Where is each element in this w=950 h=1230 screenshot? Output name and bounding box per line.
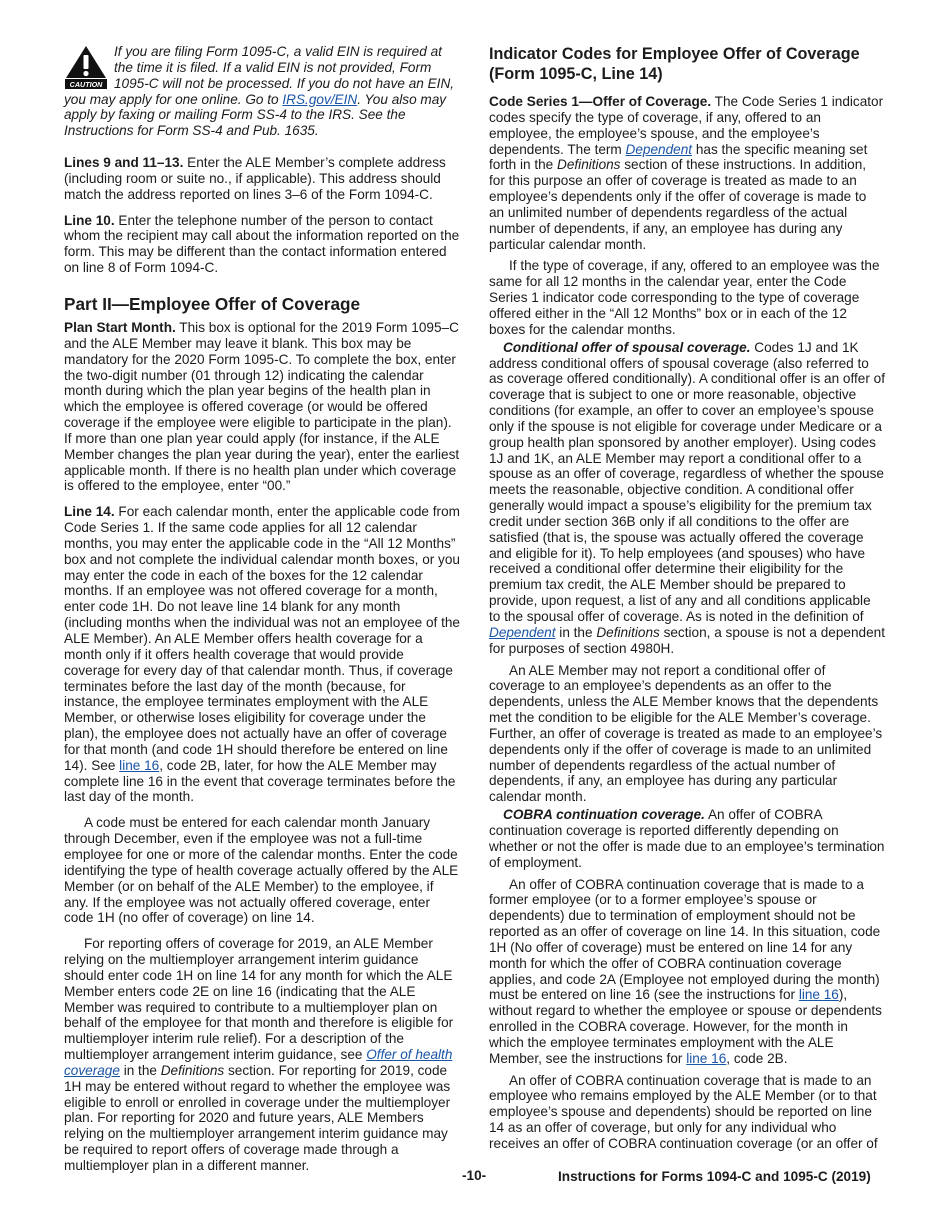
multiemployer-paragraph: For reporting offers of coverage for 2019, an ALE Member relying on the multiemployer arrangement interim guidance should enter code 1H on line 14 for any month for which the ALE Member enters code 2E on line 16 (indicating that the ALE Member was required to contribute to a multiemployer plan on behalf of the employee for that month and therefore is eligible for multiemployer interim rule relief). For a description of the multiemployer arrangement interim guidance, see Offer of health coverage in the Definitions section. For reporting for 2019, code 1H may be entered without regard to whether the employee was eligible to enroll or enrolled in coverage under the multiemployer plan. For reporting for 2020 and future years, ALE Members relying on the multiemployer arrangement interim guidance may be required to report offers of coverage made through a multiemployer plan in a different manner. (64, 936, 454, 1173)
conditional-offer-paragraph: Conditional offer of spousal coverage. Codes 1J and 1K address conditional offers of spousal coverage (also referred to as coverage offered conditionally). A conditional offer is an offer of coverage that is subject to one or more reasonable, objective conditions (for example, an offer to cover an employee’s spouse only if the spouse is not eligible for coverage under Medicare or a group health plan sponsored by another employer). Using codes 1J and 1K, an ALE Member may report a conditional offer to a spouse as an offer of coverage, regardless of whether the spouse meets the reasonable, objective condition. A conditional offer generally would impact a spouse’s eligibility for the premium tax credit under section 36B only if all conditions to the offer are satisfied (that is, the spouse was actually offered the coverage and eligible for it). To help employees (and spouses) who have received a conditional offer determine their eligibility for the premium tax credit, the ALE Member should be prepared to provide, upon request, a list of any and all conditions applicable to the spousal offer of coverage. As is noted in the definition of Dependent in the Definitions section, a spouse is not a dependent for purposes of section 4980H. (489, 339, 886, 656)
line-14-paragraph: Line 14. For each calendar month, enter the applicable code from Code Series 1. If the same code applies for all 12 calendar months, you may enter the applicable code in the “All 12 Months” box and not complete the individual calendar month boxes, or you may enter the code in each of the boxes for the 12 calendar months. If an employee was not offered coverage for a month, enter code 1H. Do not leave line 14 blank for any month (including months when the individual was not an employee of the ALE Member). An ALE Member offers health coverage for a month only if it offers health coverage that would provide coverage for every day of that calendar month. Thus, if coverage terminates before the last day of the month (because, for instance, the employee terminates employment with the ALE Member, or otherwise loses eligibility for coverage under the plan), the employee does not actually have an offer of coverage for that month (and code 1H should therefore be entered on line 14). See line 16, code 2B, later, for how the ALE Member may complete line 16 in the event that coverage terminates before the last day of the month. (64, 504, 460, 805)
line-16-link[interactable]: line 16 (119, 757, 160, 773)
caution-label: CAUTION (69, 80, 103, 89)
line-16-link-3[interactable]: line 16 (686, 1050, 727, 1066)
lines-9-13-paragraph: Lines 9 and 11–13. Enter the ALE Member’s complete address (including room or suite no., if applicable). This address should match the address reported on lines 3–6 of the Form 1094-C. (64, 155, 446, 202)
cobra-paragraph: COBRA continuation coverage. An offer of COBRA continuation coverage is reported differently depending on whether or not the offer is made due to an employee’s termination of employment. (489, 807, 885, 870)
document-title-footer: Instructions for Forms 1094-C and 1095-C (2019) (558, 1169, 871, 1184)
cobra-current-employee-paragraph: An offer of COBRA continuation coverage that is made to an employee who remains employed by the ALE Member (or to that employee’s spouse and dependents) should be reported on line 14 as an offer of coverage, but only for any individual who receives an offer of COBRA continuation coverage (or an offer of (489, 1072, 878, 1151)
line-16-link-2[interactable]: line 16 (798, 987, 839, 1003)
left-column (64, 44, 460, 1174)
part-ii-heading: Part II—Employee Offer of Coverage (64, 293, 361, 314)
irs-ein-link[interactable]: IRS.gov/EIN (282, 91, 358, 107)
indicator-codes-heading: Indicator Codes for Employee Offer of Coverage (Form 1095-C, Line 14) (489, 45, 860, 83)
code-each-month-paragraph: A code must be entered for each calendar month January through December, even if the employee was not a full-time employee for one or more of the calendar months. Enter the code identifying the type of health coverage actually offered by the ALE Member (or on behalf of the ALE Member) to the employee, if any. If the employee was not actually offered coverage, enter code 1H (no offer of coverage) on line 14. (64, 815, 459, 926)
dependent-link[interactable]: Dependent (625, 141, 693, 157)
right-column (489, 44, 885, 1152)
plan-start-month-paragraph: Plan Start Month. This box is optional for the 2019 Form 1095–C and the ALE Member may leave it blank. This box may be mandatory for the 2020 Form 1095-C. To complete the box, enter the two-digit number (01 through 12) indicating the calendar month during which the plan year begins of the health plan in which the employee is offered coverage (or would be offered coverage if the employee were eligible to participate in the plan). If more than one plan year could apply (for instance, if the ALE Member changes the plan year during the year), enter the earliest applicable month. If there is no health plan under which coverage is offered to the employee, enter “00.” (64, 319, 460, 494)
caution-note: CAUTION If you are filing Form 1095-C, a valid EIN is required at the time it is filed. If a valid EIN is not provided, Form 1095-C will not be processed. If you do not have an EIN, you may apply for one online. Go to IRS.gov/EIN. You also may apply by faxing or mailing Form SS-4 to the IRS. See the Instructions for Form SS-4 and Pub. 1635. (64, 44, 455, 139)
page-number: -10- (462, 1168, 487, 1183)
caution-icon (64, 45, 108, 89)
offer-of-health-coverage-link[interactable]: Offer of health coverage (64, 1047, 453, 1078)
line-10-paragraph: Line 10. Enter the telephone number of the person to contact whom the recipient may call about the information reported on the form. This may be different than the contact information entered on line 8 of Form 1094-C. (64, 212, 460, 276)
cobra-former-employee-paragraph: An offer of COBRA continuation coverage that is made to a former employee (or to a former employee’s spouse or dependents) due to termination of employment should not be reported as an offer of coverage on line 14. In this situation, code 1H (No offer of coverage) must be entered on line 14 for any month for which the offer of COBRA continuation coverage applies, and code 2A (Employee not employed during the month) must be entered on line 16 (see the instructions for line 16), without regard to whether the employee or spouse or dependents enrolled in the COBRA coverage. However, for the month in which the employee terminates employment with the ALE Member, see the instructions for line 16, code 2B. (489, 876, 882, 1066)
dependent-link-2[interactable]: Dependent (489, 624, 556, 640)
same-all-12-paragraph: If the type of coverage, if any, offered to an employee was the same for all 12 months in the calendar year, enter the Code Series 1 indicator code corresponding to the type of coverage offered either in the “All 12 Months” box or in each of the 12 boxes for the calendar months. (489, 258, 880, 337)
may-not-report-paragraph: An ALE Member may not report a conditional offer of coverage to an employee’s dependents as an offer to the dependents, unless the ALE Member knows that the dependents met the condition to be eligible for the ALE Member’s coverage. Further, an offer of coverage is treated as made to an employee’s dependents only if the offer of coverage is made to an unlimited number of dependents regardless of the actual number of dependents, if any, an employee has during any particular calendar month. (489, 662, 883, 805)
code-series-1-paragraph: Code Series 1—Offer of Coverage. The Code Series 1 indicator codes specify the type of coverage, if any, offered to an employee, the employee’s spouse, and the employee’s dependents. The term Dependent has the specific meaning set forth in the Definitions section of these instructions. In addition, for this purpose an offer of coverage is treated as made to an employee’s dependents only if the offer of coverage is made to an unlimited number of dependents regardless of the actual number of dependents, if any, an employee has during any particular calendar month. (489, 94, 884, 252)
